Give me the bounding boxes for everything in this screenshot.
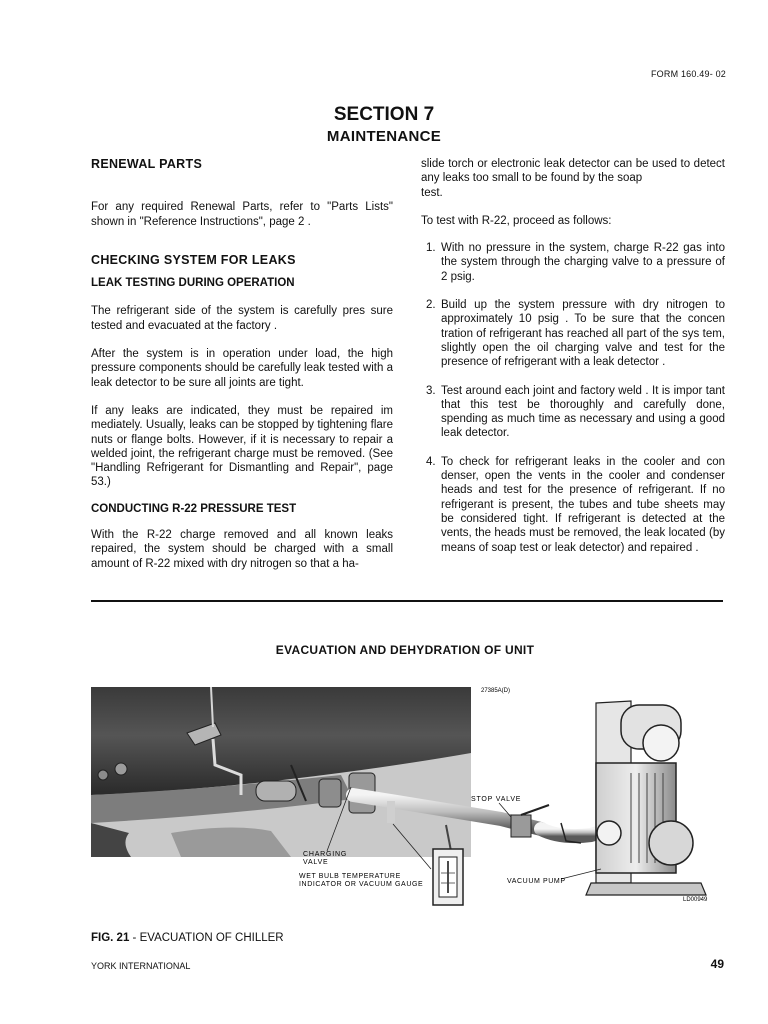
motor-endcap xyxy=(643,725,679,761)
gauge-label: WET BULB TEMPERATURE xyxy=(299,873,401,880)
r22-test-heading: CONDUCTING R-22 PRESSURE TEST xyxy=(91,502,297,515)
photo-id: 27385A(D) xyxy=(481,688,511,694)
paragraph-r22-charge: With the R-22 charge removed and all known leaks repaired, the system should be charged with a small amount of R-22 mixed with dry nitrogen so that a ha- xyxy=(91,529,393,570)
charging-valve-label: CHARGING xyxy=(303,851,348,858)
step-number: 1. xyxy=(426,242,436,255)
figure-caption xyxy=(91,932,284,944)
step-number: 4. xyxy=(426,455,436,468)
stop-valve-label: STOP VALVE xyxy=(471,796,522,803)
charging-valve-label: VALVE xyxy=(303,859,329,866)
gauge-label: INDICATOR OR VACUUM GAUGE xyxy=(299,881,424,888)
checking-leaks-heading: CHECKING SYSTEM FOR LEAKS xyxy=(91,252,296,267)
figure-number: FIG. 21 xyxy=(91,932,130,944)
continued-text: slide torch or electronic leak detector can be used to detect any leaks too small to be found by the soap xyxy=(421,158,725,185)
fitting xyxy=(256,781,296,801)
pump-inlet xyxy=(597,821,621,845)
paragraph-factory-tested: The refrigerant side of the system is carefully pres sure tested and evacuated at the factory . xyxy=(91,305,393,332)
continued-text-end: test. xyxy=(421,186,443,199)
list-item xyxy=(421,455,725,555)
step-text: With no pressure in the system, charge R-22 gas into the system through the charging valve to a pressure of 2 psig. xyxy=(441,242,725,283)
bolt-icon xyxy=(98,770,108,780)
section-subtitle: MAINTENANCE xyxy=(326,128,442,145)
section-title: SECTION 7 xyxy=(333,104,435,125)
step-text: To check for refrigerant leaks in the cooler and con denser, open the vents in the cooler and condenser heads and test for the presence of refrigerant. If no refrigerant is present, the tubes and tube sheets may be considered tight. If refrigerant is detected at the vents, the heads must be removed, the leak located (by means of soap test or leak detector) and repaired . xyxy=(441,455,725,554)
list-item xyxy=(421,384,725,441)
leak-testing-heading: LEAK TESTING DURING OPERATION xyxy=(91,277,295,290)
vacuum-pump-label: VACUUM PUMP xyxy=(507,878,566,885)
drawing-id: LD00949 xyxy=(683,897,708,903)
left-column xyxy=(91,157,393,571)
form-number: FORM 160.49- 02 xyxy=(650,69,726,79)
paragraph-leak-tested: After the system is in operation under load, the high pressure components should be carefully leak tested with a leak detector to be sure all joints are tight. xyxy=(91,348,393,389)
list-item xyxy=(421,241,725,284)
leader-line xyxy=(561,869,601,879)
step-text: Build up the system pressure with dry nitrogen to approximately 10 psig . To be sure that the concen tration of refrigerant has reached all part of the sys tem, slightly open the oil charging valve and test for the presence of refrigerant with a leak detector . xyxy=(441,299,725,369)
page-number: 49 xyxy=(710,957,724,971)
section-divider xyxy=(91,600,723,602)
footer-company: YORK INTERNATIONAL xyxy=(91,961,191,971)
caption-text: EVACUATION OF CHILLER xyxy=(139,932,284,944)
renewal-parts-heading: RENEWAL PARTS xyxy=(91,157,203,171)
figure-heading: EVACUATION AND DEHYDRATION OF UNIT xyxy=(275,643,535,657)
step-text: Test around each joint and factory weld . It is impor tant that this test be thoroughly and carefully done, spending as much time as necessary and using a good leak detector. xyxy=(441,384,725,440)
valve-handle xyxy=(521,805,549,815)
list-item xyxy=(421,298,725,369)
bolt-icon xyxy=(115,763,127,775)
pump-pulley-icon xyxy=(649,821,693,865)
paragraph-leak-repair: If any leaks are indicated, they must be repaired im mediately. Usually, leaks can be stopped by tightening flare nuts or flange bolts. However, if it is necessary to repair a welded joint, the refrigerant charge must be removed. (See "Handling Refrigerant for Dismantling and Repair", page 53.) xyxy=(91,404,393,489)
evacuation-figure xyxy=(91,683,731,913)
r22-steps-list xyxy=(421,241,725,555)
fitting xyxy=(319,779,341,807)
caption-separator: - xyxy=(129,932,140,944)
right-column xyxy=(421,157,725,555)
pump-base xyxy=(586,883,706,895)
renewal-parts-text: For any required Renewal Parts, refer to "Parts Lists" shown in "Reference Instructions", page 2 . xyxy=(91,201,393,228)
r22-intro: To test with R-22, proceed as follows: xyxy=(421,214,612,227)
step-number: 3. xyxy=(426,384,436,397)
stop-valve-icon xyxy=(511,815,531,837)
step-number: 2. xyxy=(426,299,436,312)
